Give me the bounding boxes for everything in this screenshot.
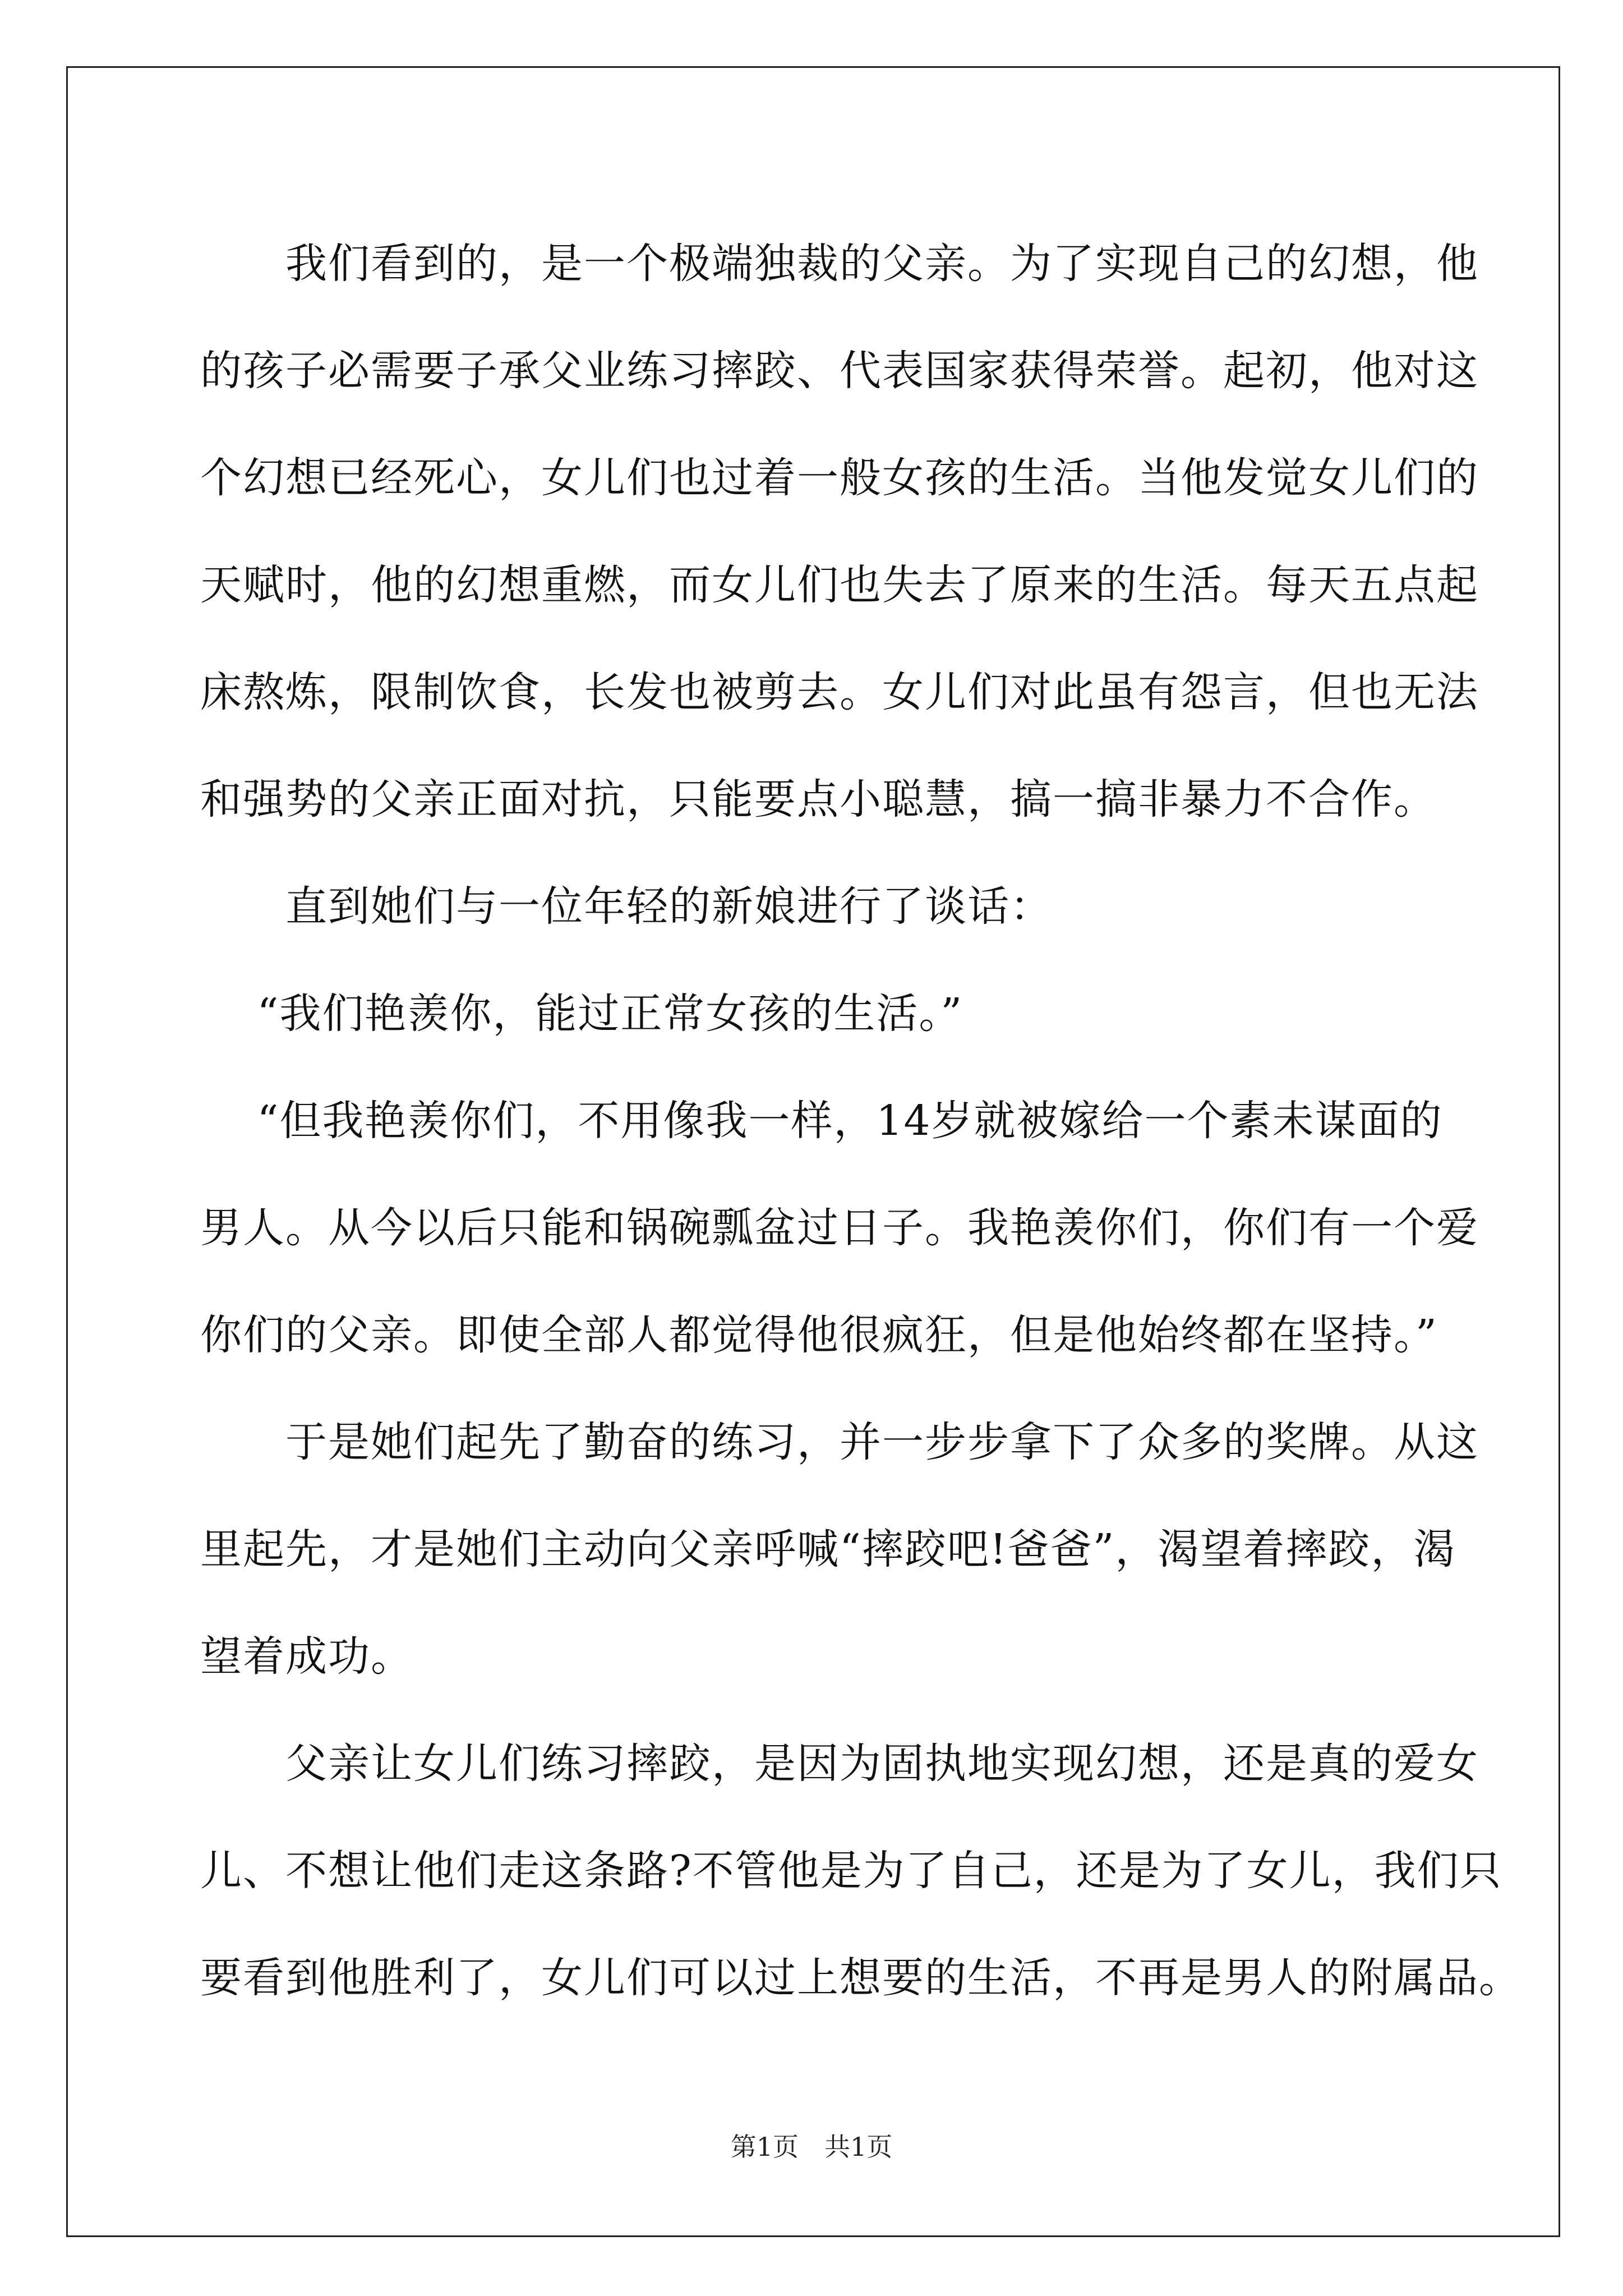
text-line: 的孩子必需要子承父业练习摔跤、代表国家获得荣誉。起初，他对这 — [200, 347, 1479, 395]
text-line: 你们的父亲。即使全部人都觉得他很疯狂，但是他始终都在坚持。” — [200, 1311, 1438, 1359]
text-line: 望着成功。 — [200, 1632, 413, 1681]
page-number: 第1页 共1页 — [730, 2132, 893, 2162]
text-line: “我们艳羡你，能过正常女孩的生活。” — [200, 990, 963, 1038]
page-footer — [0, 2130, 1623, 2164]
text-line: 儿、不想让他们走这条路?不管他是为了自己，还是为了女儿，我们只 — [200, 1847, 1502, 1895]
text-line: 于是她们起先了勤奋的练习，并一步步拿下了众多的奖牌。从这 — [200, 1418, 1479, 1466]
text-line: 我们看到的，是一个极端独裁的父亲。为了实现自己的幻想，他 — [200, 240, 1479, 288]
text-line: 直到她们与一位年轻的新娘进行了谈话： — [200, 882, 1053, 931]
text-line: 个幻想已经死心，女儿们也过着一般女孩的生活。当他发觉女儿们的 — [200, 454, 1479, 502]
text-line: 父亲让女儿们练习摔跤，是因为固执地实现幻想，还是真的爱女 — [200, 1740, 1479, 1788]
text-line: 要看到他胜利了，女儿们可以过上想要的生活，不再是男人的附属品。 — [200, 1954, 1521, 2002]
text-line: “但我艳羡你们，不用像我一样，14岁就被嫁给一个素未谋面的 — [200, 1097, 1443, 1145]
text-line: 里起先，才是她们主动向父亲呼喊“摔跤吧!爸爸”，渴望着摔跤，渴 — [200, 1525, 1456, 1573]
document-body — [200, 210, 1521, 2032]
text-line: 天赋时，他的幻想重燃，而女儿们也失去了原来的生活。每天五点起 — [200, 561, 1479, 609]
text-line: 床熬炼，限制饮食，长发也被剪去。女儿们对此虽有怨言，但也无法 — [200, 668, 1479, 716]
text-line: 和强势的父亲正面对抗，只能要点小聪慧，搞一搞非暴力不合作。 — [200, 775, 1436, 823]
text-line: 男人。从今以后只能和锅碗瓢盆过日子。我艳羡你们，你们有一个爱 — [200, 1204, 1479, 1252]
